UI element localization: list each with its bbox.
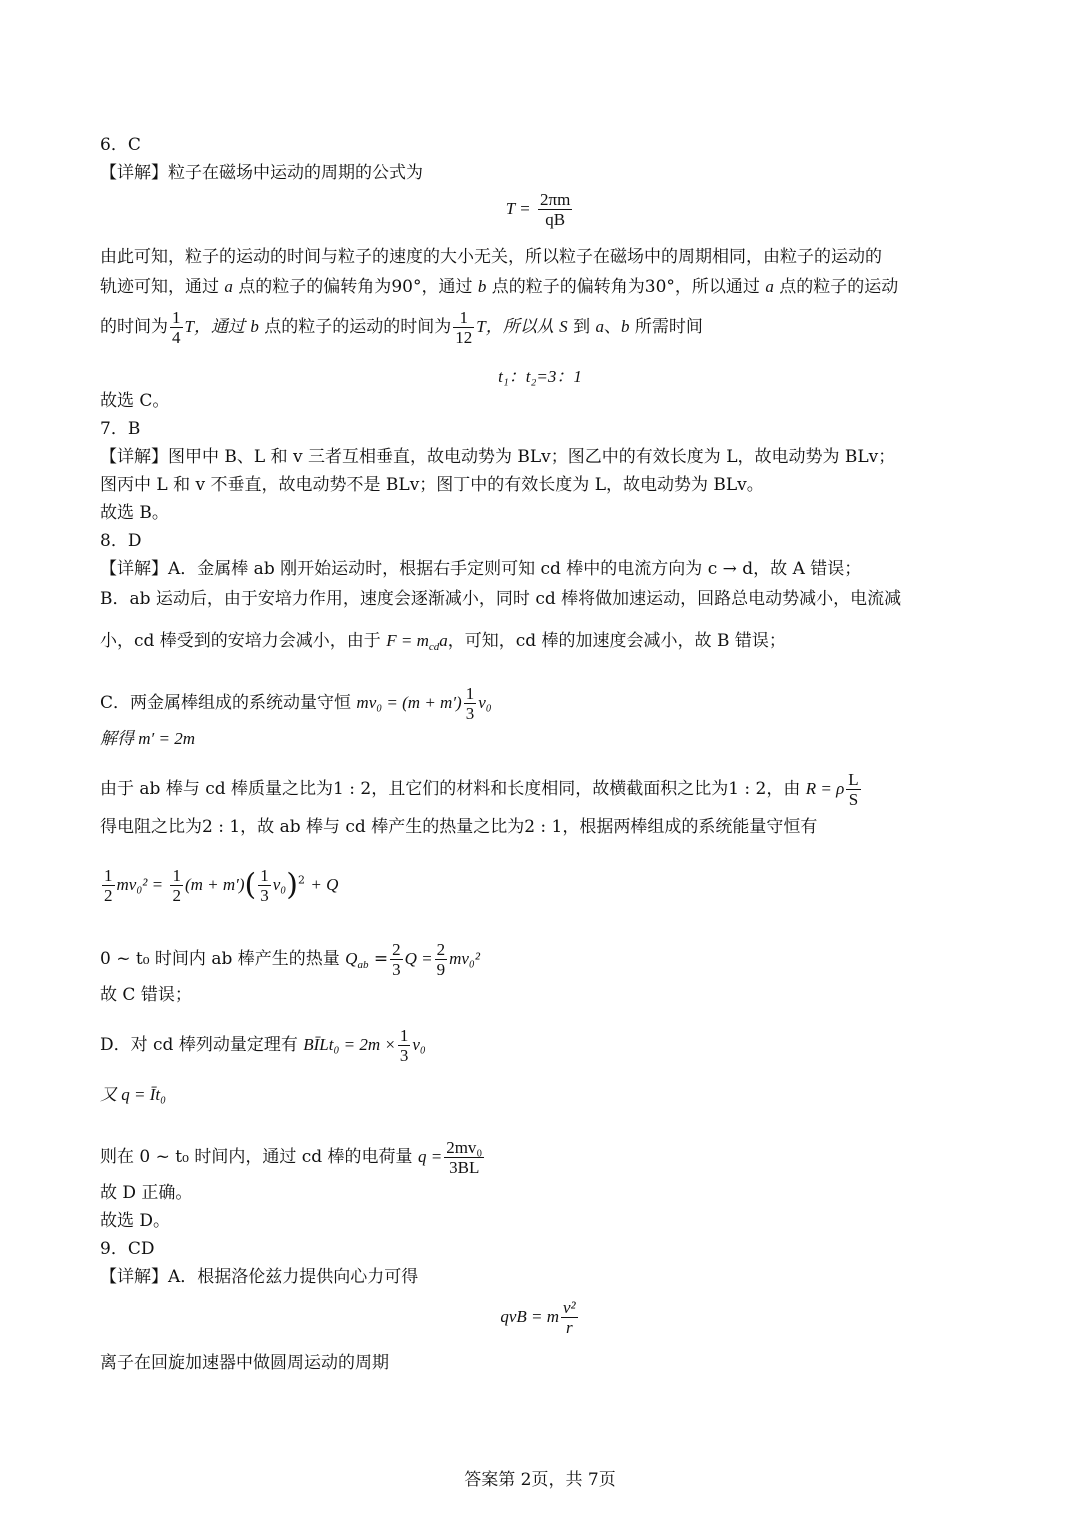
q8-option-d-impulse: D．对 cd 棒列动量定理有 BĪLt₀ = 2m × $\frac{1}{3}$ v₀ (100, 1026, 426, 1065)
q8-option-a: 【详解】A．金属棒 ab 刚开始运动时，根据右手定则可知 cd 棒中的电流方向为 c → d，故 A 错误； (100, 559, 862, 579)
q8-option-c-result: 故 C 错误； (100, 985, 192, 1005)
q6-detail-line2: 由此可知，粒子的运动的时间与粒子的速度的大小无关，所以粒子在磁场中的周期相同，由粒子的运动的 (100, 247, 882, 267)
q8-option-d-result: 故 D 正确。 (100, 1183, 193, 1203)
q8-option-c-energy: $\frac{1}{2}$ mv₀² = $\frac{1}{2}$ (m + m′)( $\frac{1}{3}$ v₀)$^2$ + Q (104, 866, 339, 905)
q9-title: 9．CD (100, 1239, 155, 1259)
q8-option-c-resistance: 得电阻之比为2 : 1，故 ab 棒与 cd 棒产生的热量之比为2 : 1，根据两棒组成的系统能量守恒有 (100, 817, 818, 837)
q6-period-formula: T = $\frac{2\pi m}{qB}$ (505, 190, 571, 229)
q6-detail-line1: 【详解】粒子在磁场中运动的周期的公式为 (100, 163, 423, 183)
q8-option-c-momentum: C．两金属棒组成的系统动量守恒 mv₀ = (m + m′) $\frac{1}{3}$ v₀ (100, 684, 492, 723)
q9-lorentz-formula: qvB = m $\frac{\text{v²}}{r}$ (500, 1298, 576, 1337)
q8-option-b-line2: 小，cd 棒受到的安培力会减小，由于 $F = m_{cd}a$，可知，cd 棒的加速度会减小，故 B 错误； (100, 631, 786, 654)
q8-answer: 故选 D。 (100, 1211, 171, 1231)
q8-option-c-ratio: 由于 ab 棒与 cd 棒质量之比为1 : 2，且它们的材料和长度相同，故横截面积之比为1 : 2，由 R = ρ $\frac{L}{S}$ (100, 770, 859, 809)
q8-title: 8．D (100, 531, 142, 551)
q8-option-d-charge-def: 又 q = Īt₀ (100, 1085, 167, 1104)
q6-detail-line4: 的时间为 $\frac{1}{4}$ T，通过 b 点的粒子的运动的时间为 $\frac{1}{12}$ T，所以从 S 到 a、b 所需时间 (100, 308, 703, 347)
q9-detail-line2: 离子在回旋加速器中做圆周运动的周期 (100, 1353, 389, 1373)
q8-option-c-heat: 0 ~ t₀ 时间内 ab 棒产生的热量 $Q_{ab}$ = $\frac{2}{3}$ Q = $\frac{2}{9}$ mv₀² (100, 940, 480, 979)
q8-option-c-solve: 解得 m′ = 2m (100, 729, 195, 748)
q6-title: 6．C (100, 135, 141, 155)
page-footer: 答案第 2页，共 7页 (464, 1470, 616, 1490)
q9-option-a: 【详解】A．根据洛伦兹力提供向心力可得 (100, 1267, 419, 1287)
q7-detail-line2: 图丙中 L 和 v 不垂直，故电动势不是 BLv；图丁中的有效长度为 L，故电动势为 BLv。 (100, 475, 764, 495)
q7-title: 7．B (100, 419, 141, 439)
q7-answer: 故选 B。 (100, 503, 169, 523)
q6-time-ratio: t₁：t₂=3：1 (498, 367, 582, 386)
q6-detail-line3: 轨迹可知，通过 a 点的粒子的偏转角为90°，通过 b 点的粒子的偏转角为30°，所以通过 a 点的粒子的运动 (100, 277, 899, 297)
q6-answer: 故选 C。 (100, 391, 170, 411)
q8-option-b-line1: B．ab 运动后，由于安培力作用，速度会逐渐减小，同时 cd 棒将做加速运动，回路总电动势减小，电流减 (100, 589, 902, 609)
q8-option-d-charge: 则在 0 ~ t₀ 时间内，通过 cd 棒的电荷量 q = $\frac{\text{2mv₀}}{3BL}$ (100, 1138, 483, 1177)
q7-detail-line1: 【详解】图甲中 B、L 和 v 三者互相垂直，故电动势为 BLv；图乙中的有效长度为 L，故电动势为 BLv； (100, 447, 896, 467)
